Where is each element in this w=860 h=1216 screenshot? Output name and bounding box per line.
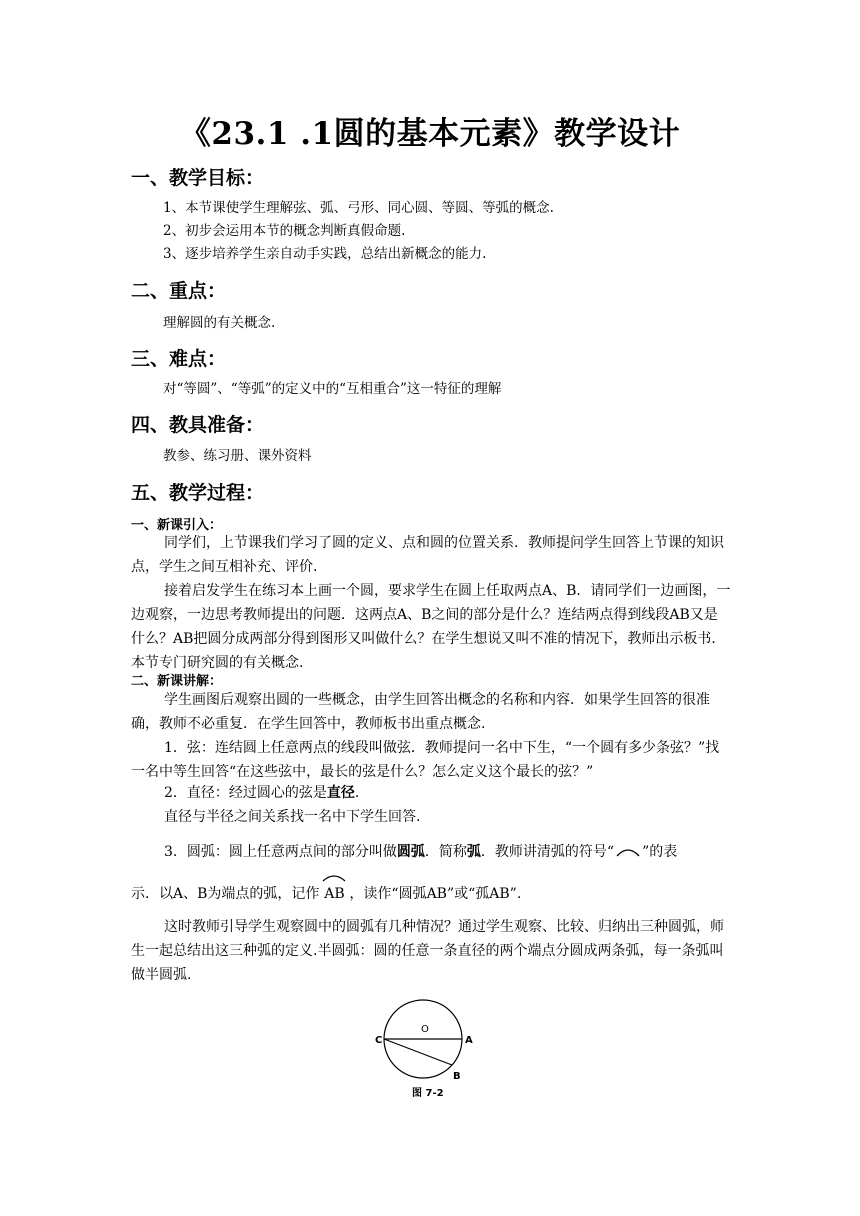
arc-symbol-icon <box>614 846 642 858</box>
key-point-text: 理解圆的有关概念. <box>163 315 276 331</box>
lecture-paragraph-1: 学生画图后观察出圆的一些概念，由学生回答出概念的名称和内容．如果学生回答的很准确，教师不必重复．在学生回答中，教师板书出重点概念. <box>131 692 710 732</box>
key-point-heading: 二、重点： <box>131 280 227 302</box>
goal-item-2: 2、初步会运用本节的概念判断真假命题. <box>163 223 406 239</box>
tools-heading: 四、教具准备： <box>131 414 265 436</box>
lecture-paragraph-diameter: 2．直径：经过圆心的弦是直径. <box>164 785 360 801</box>
arc-over-ab-icon <box>321 872 347 882</box>
goal-item-3: 3、逐步培养学生亲自动手实践，总结出新概念的能力. <box>163 246 487 262</box>
label-a: A <box>465 1035 473 1046</box>
arc-ab-notation: AB <box>319 882 349 906</box>
lecture-subheading: 二、新课讲解： <box>131 674 223 689</box>
lecture-paragraph-arc: 3．圆弧：圆上任意两点间的部分叫做圆弧．简称弧．教师讲清弧的符号“ ”的表 <box>164 844 678 860</box>
lecture-paragraph-arc-types: 这时教师引导学生观察圆中的圆弧有几种情况？通过学生观察、比较、归纳出三种圆弧，师生一起总结出这三种弧的定义.半圆弧：圆的任意一条直径的两个端点分圆成两条弧，每一条弧叫做半圆弧. <box>131 919 724 983</box>
lecture-paragraph-chord: 1．弦：连结圆上任意两点的线段叫做弦．教师提问一名中下生，“一个圆有多少条弦？”找一名中等生回答“在这些弦中，最长的弦是什么？怎么定义这个最长的弦？” <box>131 740 720 780</box>
lecture-paragraph-arc-notation: 示．以A、B为端点的弧，记作 AB ，读作“圆弧AB”或“孤AB”. <box>131 882 731 906</box>
goal-item-1: 1、本节课使学生理解弦、弧、弓形、同心圆、等圆、等弧的概念. <box>163 200 554 216</box>
document-title: 《23.1 .1圆的基本元素》教学设计 <box>179 116 681 152</box>
lecture-paragraph-radius: 直径与半径之间关系找一名中下学生回答. <box>164 809 421 825</box>
circle-figure <box>375 996 485 1106</box>
goals-heading: 一、教学目标： <box>131 167 265 189</box>
chord-cb-line <box>384 1039 452 1065</box>
label-c: C <box>375 1035 383 1046</box>
intro-paragraph-1: 同学们，上节课我们学习了圆的定义、点和圆的位置关系．教师提问学生回答上节课的知识点，学生之间互相补充、评价. <box>131 535 724 575</box>
difficulty-text: 对“等圆”、“等弧”的定义中的“互相重合”这一特征的理解 <box>163 381 502 397</box>
process-heading: 五、教学过程： <box>131 482 265 504</box>
label-o: O <box>421 1024 429 1035</box>
intro-subheading: 一、新课引入： <box>131 518 223 533</box>
intro-paragraph-2: 接着启发学生在练习本上画一个圆，要求学生在圆上任取两点A、B．请同学们一边画图，一边观察，一边思考教师提出的问题．这两点A、B之间的部分是什么？连结两点得到线段AB又是什么？AB把圆分成两部分得到图形又叫做什么？在学生想说又叫不准的情况下，教师出示板书．本节专门研究圆的有关概念. <box>131 583 731 671</box>
figure-caption: 图 7-2 <box>412 1088 444 1099</box>
difficulty-heading: 三、难点： <box>131 348 227 370</box>
label-b: B <box>453 1071 461 1082</box>
tools-text: 教参、练习册、课外资料 <box>163 448 312 464</box>
